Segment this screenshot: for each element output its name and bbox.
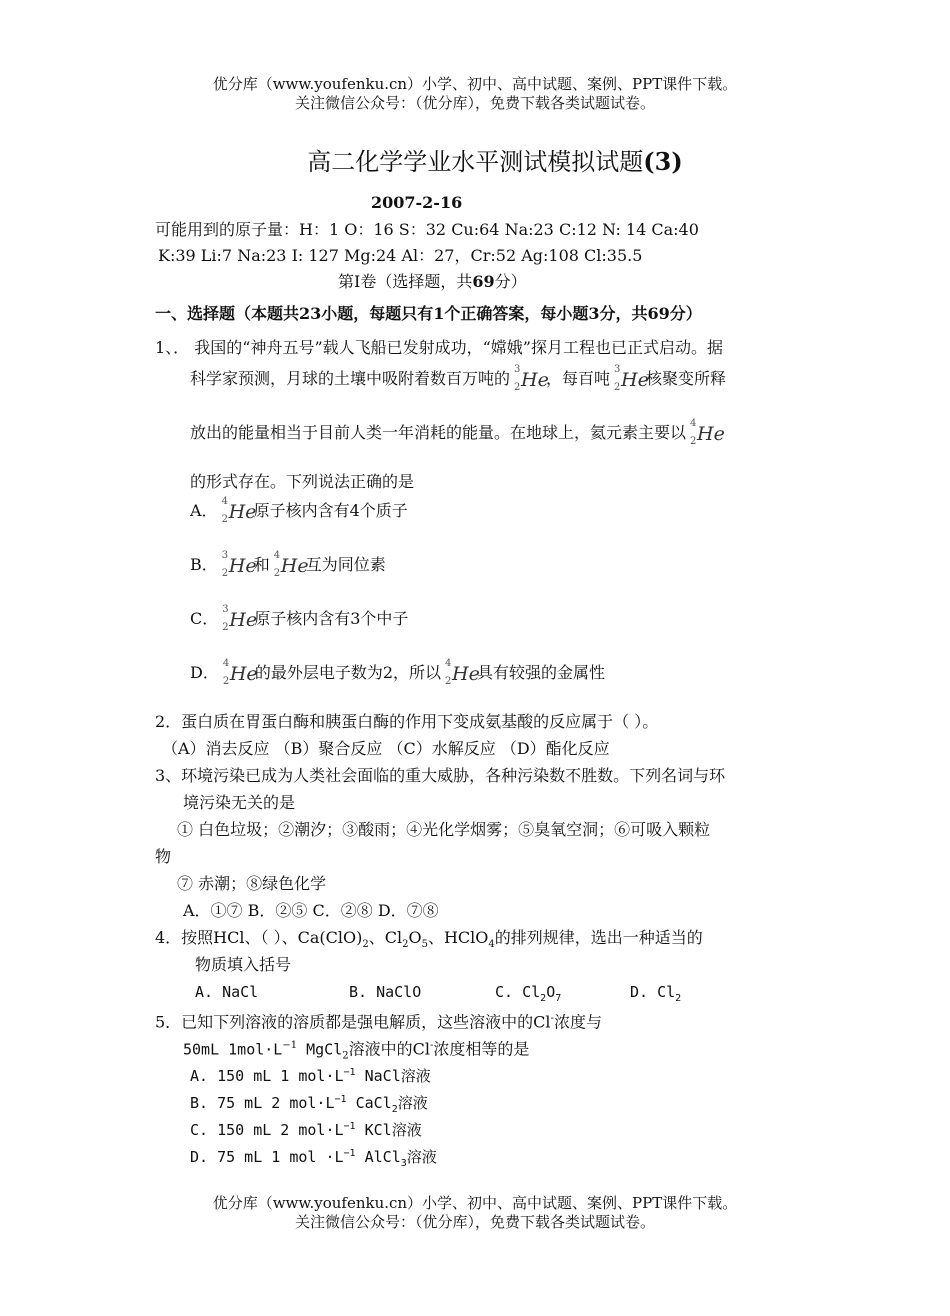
q5-option-d: D. 75 mL 1 mol $\cdot L^{-1}$ AlCl$_3$溶液 bbox=[190, 1148, 437, 1169]
q3-line-4: 物 bbox=[155, 847, 172, 866]
q4-line-2: 物质填入括号 bbox=[195, 955, 292, 974]
q4-option-c: C. $Cl_2O_7$ bbox=[495, 983, 562, 1004]
he3-nuclide: 3 2 He bbox=[222, 603, 258, 633]
q5-option-a: A. 150 mL 1 $mol\cdot L^{-1}$ NaCl溶液 bbox=[190, 1067, 431, 1085]
q4-option-a: A. NaCl bbox=[195, 983, 259, 1001]
q1-line-4: 的形式存在。下列说法正确的是 bbox=[190, 472, 415, 491]
q1-option-c: C． 3 2 He 原子核内含有3个中子 bbox=[190, 603, 409, 633]
q5-line-1: 5．已知下列溶液的溶质都是强电解质，这些溶液中的Cl-浓度与 bbox=[155, 1012, 602, 1032]
he3-nuclide: 3 2 He bbox=[221, 549, 257, 579]
he3-nuclide: 3 2 He bbox=[614, 363, 649, 393]
atomic-masses-line-1: 可能用到的原子量：H：1 O：16 S：32 Cu:64 Na:23 C:12 N: 14 Ca:40 bbox=[155, 220, 699, 239]
q1-line-1: 1、． 我国的“神舟五号”载人飞船已发射成功，“嫦娥”探月工程也已正式启动。据 bbox=[155, 338, 723, 357]
section-heading: 一、选择题（本题共23小题，每题只有1个正确答案，每小题3分，共69分） bbox=[155, 304, 702, 323]
q1-line-3: 放出的能量相当于目前人类一年消耗的能量。在地球上，氦元素主要以 4 2 He bbox=[190, 417, 725, 447]
page-header-line-1: 优分库（www.youfenku.cn）小学、初中、高中试题、案例、PPT课件下载。 bbox=[212, 75, 738, 93]
q2-options: （A）消去反应 （B）聚合反应 （C）水解反应 （D）酯化反应 bbox=[162, 739, 610, 758]
he4-nuclide: 4 2 He bbox=[445, 657, 480, 687]
q1-line-2: 科学家预测，月球的土壤中吸附着数百万吨的 3 2 He ，每百吨 3 2 He 核聚变所释 bbox=[190, 363, 727, 393]
q5-option-b: B. 75 mL 2 $mol\cdot L^{-1}$ CaCl$_2$溶液 bbox=[190, 1094, 428, 1115]
q1-option-b: B． 3 2 He 和 4 2 He 互为同位素 bbox=[190, 549, 386, 579]
q4-option-b: B. NaClO bbox=[349, 983, 422, 1001]
atomic-masses-line-2: K:39 Li:7 Na:23 I: 127 Mg:24 Al：27，Cr:52 Ag:108 Cl:35.5 bbox=[158, 246, 643, 265]
page-header-line-2: 关注微信公众号：（优分库），免费下载各类试题试卷。 bbox=[294, 94, 655, 112]
q5-option-c: C. 150 mL 2 $mol\cdot L^{-1}$ KCl溶液 bbox=[190, 1121, 422, 1139]
he4-nuclide: 4 2 He bbox=[690, 417, 725, 447]
page-title: 高二化学学业水平测试模拟试题(3) bbox=[307, 147, 683, 176]
exam-date: 2007-2-16 bbox=[371, 193, 463, 212]
q3-line-1: 3、环境污染已成为人类社会面临的重大威胁，各种污染数不胜数。下列名词与环 bbox=[155, 766, 726, 785]
q2-stem: 2．蛋白质在胃蛋白酶和胰蛋白酶的作用下变成氨基酸的反应属于（ ）。 bbox=[155, 712, 659, 731]
q3-line-5: ⑦ 赤潮；⑧绿色化学 bbox=[177, 874, 327, 893]
q3-options: A．①⑦ B．②⑤ C．②⑧ D．⑦⑧ bbox=[183, 901, 439, 920]
page-footer-line-1: 优分库（www.youfenku.cn）小学、初中、高中试题、案例、PPT课件下载。 bbox=[212, 1194, 738, 1212]
q3-line-3: ① 白色垃圾；②潮汐；③酸雨；④光化学烟雾；⑤臭氧空洞；⑥可吸入颗粒 bbox=[177, 820, 711, 839]
q4-option-d: D. $Cl_2$ bbox=[630, 983, 682, 1004]
q1-option-a: A． 4 2 He 原子核内含有4个质子 bbox=[190, 495, 408, 525]
q5-line-2: 50mL $1mol\cdot L^{-1}$ MgCl$_2$溶液中的Cl-浓度相等的是 bbox=[183, 1039, 530, 1062]
page-footer-line-2: 关注微信公众号：（优分库），免费下载各类试题试卷。 bbox=[294, 1213, 655, 1231]
he4-nuclide: 4 2 He bbox=[273, 549, 309, 579]
q4-line-1: 4．按照HCl、（ ）、$Ca(ClO)_2$、$Cl_2O_5$、HClO$_4$的排列规律，选出一种适当的 bbox=[155, 928, 703, 951]
he4-nuclide: 4 2 He bbox=[222, 657, 258, 687]
q1-option-d: D． 4 2 He 的最外层电子数为2，所以 4 2 He 具有较强的金属性 bbox=[190, 657, 606, 687]
volume-heading: 第Ⅰ卷（选择题，共69分） bbox=[338, 272, 527, 291]
q3-line-2: 境污染无关的是 bbox=[183, 793, 296, 812]
he4-nuclide: 4 2 He bbox=[221, 495, 257, 525]
he3-nuclide: 3 2 He bbox=[514, 363, 549, 393]
